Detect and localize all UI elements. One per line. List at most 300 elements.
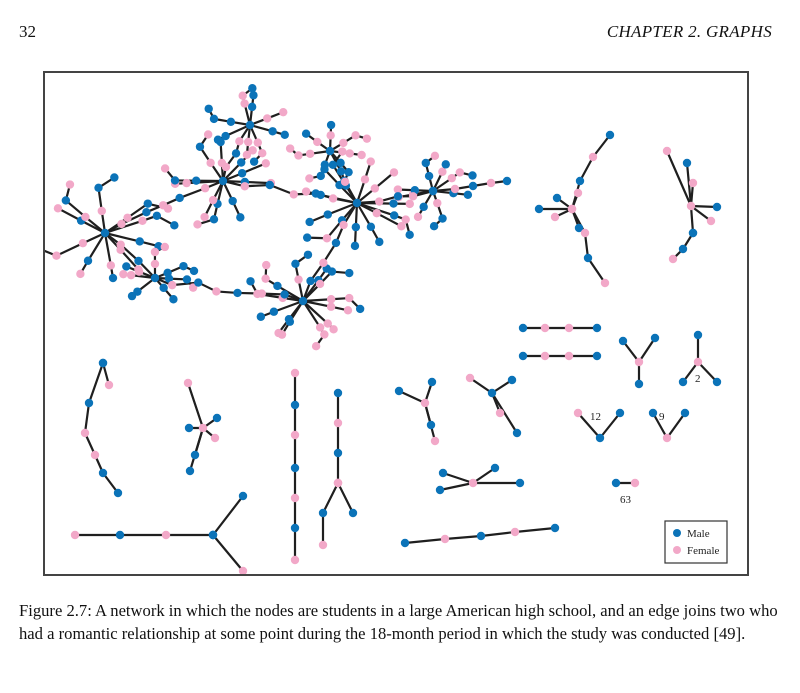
female-node xyxy=(346,149,354,157)
network-edge xyxy=(399,391,425,403)
female-node xyxy=(574,189,582,197)
network-edge xyxy=(190,428,203,471)
female-node xyxy=(79,239,87,247)
male-node xyxy=(183,275,191,283)
female-node xyxy=(361,175,369,183)
male-node xyxy=(186,467,194,475)
male-node xyxy=(508,376,516,384)
female-node xyxy=(406,200,414,208)
male-node xyxy=(436,486,444,494)
female-node xyxy=(397,222,405,230)
male-node xyxy=(179,262,187,270)
male-node xyxy=(328,267,336,275)
male-node xyxy=(649,409,657,417)
female-node xyxy=(201,184,209,192)
female-node xyxy=(456,168,464,176)
network-edge xyxy=(85,403,89,433)
male-node xyxy=(214,136,222,144)
male-node xyxy=(334,449,342,457)
male-node xyxy=(270,308,278,316)
male-node xyxy=(327,121,335,129)
male-node xyxy=(394,192,402,200)
female-node xyxy=(327,295,335,303)
male-node xyxy=(351,242,359,250)
male-node xyxy=(329,161,337,169)
female-node xyxy=(409,192,417,200)
female-node xyxy=(334,419,342,427)
male-node xyxy=(430,222,438,230)
male-node xyxy=(163,269,171,277)
male-node xyxy=(584,254,592,262)
male-node xyxy=(110,173,118,181)
male-node xyxy=(134,257,142,265)
female-node xyxy=(81,213,89,221)
male-node xyxy=(519,324,527,332)
network-edge xyxy=(445,536,481,539)
male-node xyxy=(194,278,202,286)
male-node xyxy=(221,132,229,140)
female-node xyxy=(511,528,519,536)
male-node xyxy=(319,509,327,517)
male-node xyxy=(153,212,161,220)
male-node xyxy=(219,177,227,185)
male-node xyxy=(576,177,584,185)
network-edge xyxy=(481,532,515,536)
male-node xyxy=(337,167,345,175)
male-node xyxy=(367,223,375,231)
female-node xyxy=(316,280,324,288)
male-node xyxy=(190,267,198,275)
male-node xyxy=(612,479,620,487)
male-node xyxy=(266,181,274,189)
female-node xyxy=(341,178,349,186)
male-node xyxy=(334,389,342,397)
female-node xyxy=(344,306,352,314)
female-node xyxy=(451,185,459,193)
male-node xyxy=(469,182,477,190)
male-node xyxy=(291,464,299,472)
male-node xyxy=(85,399,93,407)
female-node xyxy=(211,434,219,442)
male-node xyxy=(305,218,313,226)
network-edge xyxy=(588,258,605,283)
legend-female-label: Female xyxy=(687,545,720,557)
female-node xyxy=(291,369,299,377)
female-node xyxy=(81,429,89,437)
female-node xyxy=(334,479,342,487)
male-node xyxy=(101,229,109,237)
female-node xyxy=(71,531,79,539)
female-node xyxy=(390,168,398,176)
male-node xyxy=(477,532,485,540)
female-node xyxy=(243,151,251,159)
male-node xyxy=(513,429,521,437)
male-node xyxy=(142,208,150,216)
male-node xyxy=(299,297,307,305)
network-edge xyxy=(338,483,353,513)
female-node xyxy=(107,261,115,269)
male-node xyxy=(345,269,353,277)
male-node xyxy=(273,282,281,290)
male-node xyxy=(249,91,257,99)
female-node xyxy=(329,325,337,333)
male-node xyxy=(593,352,601,360)
male-node xyxy=(114,489,122,497)
network-edge xyxy=(405,539,445,543)
female-node xyxy=(235,137,243,145)
female-node xyxy=(565,352,573,360)
male-node xyxy=(324,210,332,218)
female-node xyxy=(168,281,176,289)
male-node xyxy=(175,194,183,202)
male-node xyxy=(191,451,199,459)
female-node xyxy=(291,494,299,502)
male-node xyxy=(62,196,70,204)
network-edge xyxy=(213,496,243,535)
male-node xyxy=(171,176,179,184)
male-node xyxy=(353,199,361,207)
female-node xyxy=(138,217,146,225)
female-node xyxy=(329,194,337,202)
female-node xyxy=(262,159,270,167)
female-node xyxy=(581,229,589,237)
male-node xyxy=(109,274,117,282)
male-node xyxy=(321,161,329,169)
male-node xyxy=(246,277,254,285)
male-node xyxy=(352,223,360,231)
female-node xyxy=(371,184,379,192)
male-node xyxy=(438,214,446,222)
male-node xyxy=(205,105,213,113)
male-node xyxy=(427,421,435,429)
network-edge xyxy=(600,413,620,438)
male-node xyxy=(238,169,246,177)
count-label-9: 9 xyxy=(659,411,665,423)
male-node xyxy=(375,238,383,246)
male-node xyxy=(94,184,102,192)
male-node xyxy=(291,524,299,532)
female-node xyxy=(244,138,252,146)
male-node xyxy=(246,121,254,129)
male-node xyxy=(257,313,265,321)
network-edge xyxy=(213,535,243,571)
female-node xyxy=(568,205,576,213)
female-node xyxy=(91,451,99,459)
legend-male-label: Male xyxy=(687,528,710,540)
female-node xyxy=(323,234,331,242)
male-node xyxy=(116,531,124,539)
female-node xyxy=(204,130,212,138)
female-node xyxy=(326,131,334,139)
female-node xyxy=(320,330,328,338)
female-node xyxy=(54,204,62,212)
male-node xyxy=(519,352,527,360)
female-node xyxy=(161,243,169,251)
male-node xyxy=(285,315,293,323)
running-header: CHAPTER 2. GRAPHS xyxy=(606,22,772,41)
female-node xyxy=(601,279,609,287)
male-node xyxy=(689,229,697,237)
male-node xyxy=(464,191,472,199)
female-node xyxy=(241,182,249,190)
legend-female-dot xyxy=(673,546,681,554)
female-node xyxy=(448,174,456,182)
female-node xyxy=(123,214,131,222)
female-node xyxy=(319,541,327,549)
female-node xyxy=(431,152,439,160)
male-node xyxy=(442,160,450,168)
male-node xyxy=(128,292,136,300)
female-node xyxy=(421,399,429,407)
male-node xyxy=(425,172,433,180)
male-node xyxy=(192,176,200,184)
male-node xyxy=(304,251,312,259)
male-node xyxy=(213,414,221,422)
female-node xyxy=(162,531,170,539)
female-node xyxy=(357,151,365,159)
female-node xyxy=(258,149,266,157)
female-node xyxy=(206,159,214,167)
network-edge xyxy=(89,363,103,403)
male-node xyxy=(237,158,245,166)
male-node xyxy=(302,130,310,138)
male-node xyxy=(99,469,107,477)
male-node xyxy=(635,380,643,388)
male-node xyxy=(439,469,447,477)
male-node xyxy=(228,197,236,205)
female-node xyxy=(433,199,441,207)
female-node xyxy=(209,196,217,204)
female-node xyxy=(351,131,359,139)
male-node xyxy=(196,143,204,151)
network-edge xyxy=(56,243,82,256)
female-node xyxy=(66,180,74,188)
female-node xyxy=(274,329,282,337)
male-node xyxy=(209,531,217,539)
male-node xyxy=(336,159,344,167)
male-node xyxy=(84,257,92,265)
female-node xyxy=(151,260,159,268)
male-node xyxy=(349,509,357,517)
female-node xyxy=(151,248,159,256)
male-node xyxy=(619,337,627,345)
female-node xyxy=(431,437,439,445)
female-node xyxy=(469,479,477,487)
male-node xyxy=(291,260,299,268)
female-node xyxy=(222,163,230,171)
female-node xyxy=(98,207,106,215)
female-node xyxy=(589,153,597,161)
edges-layer xyxy=(45,88,720,571)
network-edge xyxy=(667,413,685,438)
female-node xyxy=(258,289,266,297)
female-node xyxy=(313,138,321,146)
male-node xyxy=(679,245,687,253)
male-node xyxy=(606,131,614,139)
female-node xyxy=(305,174,313,182)
male-node xyxy=(551,524,559,532)
female-node xyxy=(291,431,299,439)
male-node xyxy=(144,199,152,207)
male-node xyxy=(683,159,691,167)
female-node xyxy=(312,342,320,350)
male-node xyxy=(159,284,167,292)
female-node xyxy=(294,151,302,159)
male-node xyxy=(593,324,601,332)
network-edge xyxy=(303,299,331,301)
female-node xyxy=(279,108,287,116)
male-node xyxy=(713,203,721,211)
page-number: 32 xyxy=(19,22,36,41)
male-node xyxy=(250,157,258,165)
female-node xyxy=(663,434,671,442)
female-node xyxy=(200,213,208,221)
count-label-2: 2 xyxy=(695,373,701,385)
network-edge xyxy=(515,528,555,532)
male-node xyxy=(390,211,398,219)
female-node xyxy=(212,287,220,295)
female-node xyxy=(184,379,192,387)
male-node xyxy=(291,401,299,409)
female-node xyxy=(240,99,248,107)
male-node xyxy=(326,147,334,155)
male-node xyxy=(419,203,427,211)
figure-caption: Figure 2.7: A network in which the nodes are students in a large American high school, and an edge joins two who had a romantic relationship at some point during the 18-month period in which the study was conducted [49]. xyxy=(19,601,778,643)
female-node xyxy=(159,201,167,209)
female-node xyxy=(694,358,702,366)
network-edge xyxy=(639,338,655,362)
female-node xyxy=(127,271,135,279)
male-node xyxy=(468,171,476,179)
network-edge xyxy=(323,483,338,513)
female-node xyxy=(319,259,327,267)
female-node xyxy=(135,268,143,276)
male-node xyxy=(616,409,624,417)
network-edge xyxy=(443,473,473,483)
female-node xyxy=(375,197,383,205)
network-figure xyxy=(43,71,749,576)
male-node xyxy=(227,118,235,126)
male-node xyxy=(268,127,276,135)
count-label-63: 63 xyxy=(620,494,631,506)
male-node xyxy=(535,205,543,213)
female-node xyxy=(707,217,715,225)
count-label-12: 12 xyxy=(590,411,601,423)
female-node xyxy=(551,213,559,221)
male-node xyxy=(239,492,247,500)
female-node xyxy=(367,157,375,165)
female-node xyxy=(541,352,549,360)
male-node xyxy=(332,239,340,247)
male-node xyxy=(503,177,511,185)
male-node xyxy=(596,434,604,442)
female-node xyxy=(306,150,314,158)
male-node xyxy=(401,539,409,547)
male-node xyxy=(491,464,499,472)
female-node xyxy=(261,274,269,282)
female-node xyxy=(541,324,549,332)
female-node xyxy=(414,213,422,221)
male-node xyxy=(136,237,144,245)
female-node xyxy=(294,275,302,283)
female-node xyxy=(338,147,346,155)
male-node xyxy=(428,378,436,386)
male-node xyxy=(694,331,702,339)
female-node xyxy=(345,294,353,302)
female-node xyxy=(327,303,335,311)
male-node xyxy=(280,290,288,298)
network-edge xyxy=(440,483,473,490)
female-node xyxy=(286,144,294,152)
female-node xyxy=(105,381,113,389)
male-node xyxy=(405,231,413,239)
legend xyxy=(665,521,727,563)
male-node xyxy=(395,387,403,395)
female-node xyxy=(441,535,449,543)
male-node xyxy=(422,159,430,167)
female-node xyxy=(161,164,169,172)
male-node xyxy=(232,149,240,157)
female-node xyxy=(182,179,190,187)
female-node xyxy=(339,221,347,229)
female-node xyxy=(339,139,347,147)
male-node xyxy=(303,233,311,241)
male-node xyxy=(151,274,159,282)
male-node xyxy=(679,378,687,386)
male-node xyxy=(713,378,721,386)
male-node xyxy=(122,262,130,270)
male-node xyxy=(185,424,193,432)
male-node xyxy=(306,277,314,285)
female-node xyxy=(199,424,207,432)
female-node xyxy=(687,202,695,210)
female-node xyxy=(263,114,271,122)
female-node xyxy=(363,134,371,142)
female-node xyxy=(663,147,671,155)
male-node xyxy=(169,295,177,303)
male-node xyxy=(170,221,178,229)
male-node xyxy=(210,115,218,123)
male-node xyxy=(488,389,496,397)
female-node xyxy=(669,255,677,263)
female-node xyxy=(193,220,201,228)
female-node xyxy=(302,187,310,195)
female-node xyxy=(496,409,504,417)
male-node xyxy=(210,215,218,223)
female-node xyxy=(239,91,247,99)
female-node xyxy=(76,270,84,278)
female-node xyxy=(635,358,643,366)
female-node xyxy=(291,556,299,564)
network-edge xyxy=(492,393,517,433)
male-node xyxy=(344,168,352,176)
female-node xyxy=(466,374,474,382)
female-node xyxy=(438,168,446,176)
female-node xyxy=(316,323,324,331)
female-node xyxy=(574,409,582,417)
female-node xyxy=(254,138,262,146)
male-node xyxy=(317,172,325,180)
female-node xyxy=(117,220,125,228)
male-node xyxy=(429,187,437,195)
female-node xyxy=(373,209,381,217)
network-edge xyxy=(188,383,203,428)
legend-male-dot xyxy=(673,529,681,537)
male-node xyxy=(248,103,256,111)
female-node xyxy=(117,241,125,249)
male-node xyxy=(356,305,364,313)
network-diagram xyxy=(45,73,747,574)
